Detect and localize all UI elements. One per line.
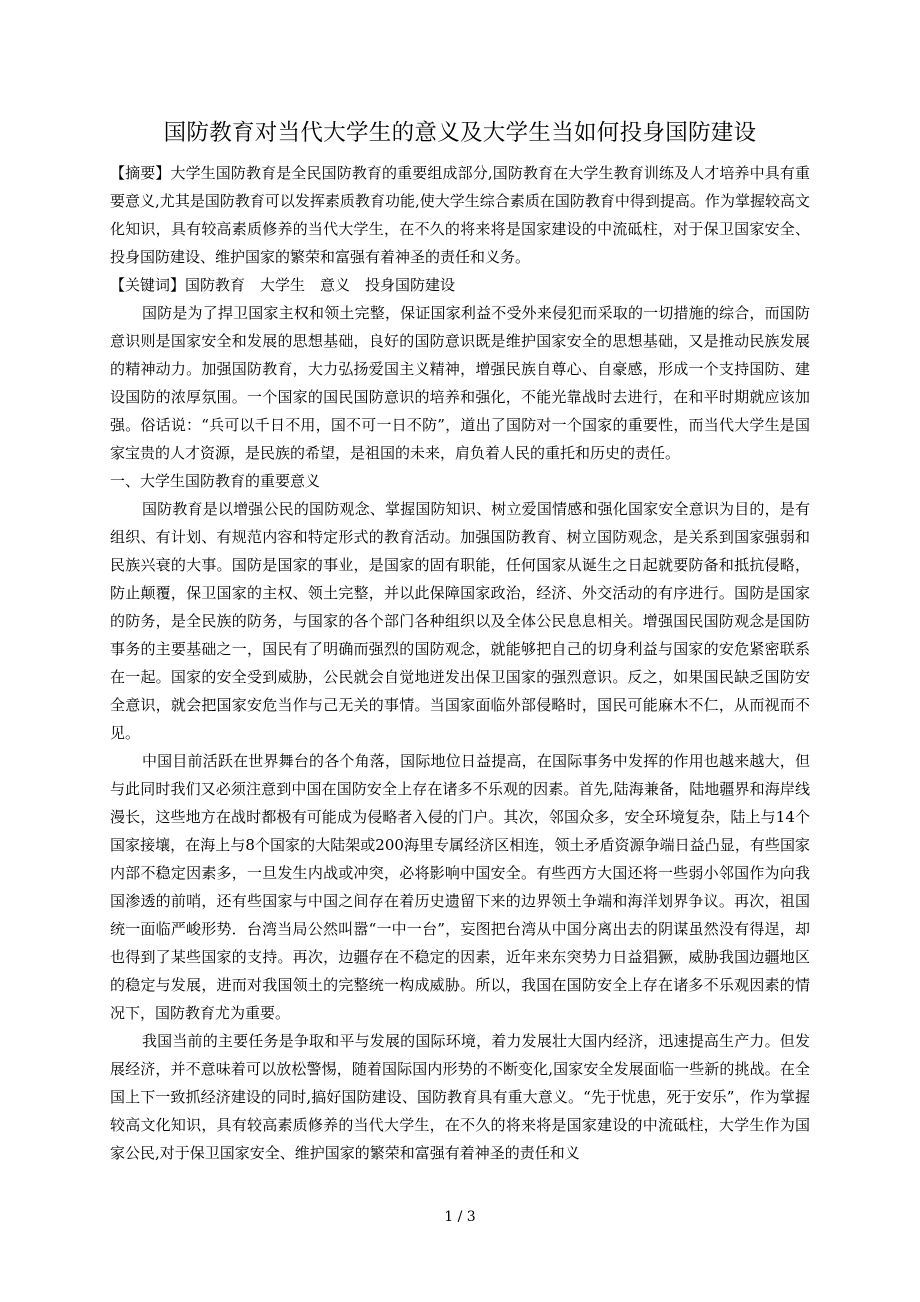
document-body <box>110 159 810 1167</box>
body-paragraph-2: 国防教育是以增强公民的国防观念、掌握国防知识、树立爱国情感和强化国家安全意识为目的，是有组织、有计划、有规范内容和特定形式的教育活动。加强国防教育、树立国防观念，是关系到国家强弱和民族兴衰的大事。国防是国家的事业，是国家的固有职能，任何国家从诞生之日起就要防备和抵抗侵略，防止颠覆，保卫国家的主权、领土完整，并以此保障国家政治，经济、外交活动的有序进行。国防是国家的防务，是全民族的防务，与国家的各个部门各种组织以及全体公民息息相关。增强国民国防观念是国防事务的主要基础之一，国民有了明确而强烈的国防观念，就能够把自己的切身利益与国家的安危紧密联系在一起。国家的安全受到威胁，公民就会自觉地迸发出保卫国家的强烈意识。反之，如果国民缺乏国防安全意识，就会把国家安危当作与己无关的事情。当国家面临外部侵略时，国民可能麻木不仁，从而视而不见。 <box>110 500 810 742</box>
body-paragraph-1: 国防是为了捍卫国家主权和领土完整，保证国家利益不受外来侵犯而采取的一切措施的综合，而国防意识则是国家安全和发展的思想基础，良好的国防意识既是维护国家安全的思想基础，又是推动民族发展的精神动力。加强国防教育，大力弘扬爱国主义精神，增强民族自尊心、自豪感，形成一个支持国防、建设国防的浓厚氛围。一个国家的国民国防意识的培养和强化，不能光靠战时去进行，在和平时期就应该加强。俗话说：“兵可以千日不用，国不可一日不防”，道出了国防对一个国家的重要性，而当代大学生是国家宝贵的人才资源，是民族的希望，是祖国的未来，肩负着人民的重托和历史的责任。 <box>110 304 810 462</box>
document-title: 国防教育对当代大学生的意义及大学生当如何投身国防建设 <box>163 120 757 146</box>
keywords-line: 【关键词】国防教育 大学生 意义 投身国防建设 <box>110 276 456 294</box>
body-paragraph-3: 中国目前活跃在世界舞台的各个角落，国际地位日益提高，在国际事务中发挥的作用也越来越大，但与此同时我们又必须注意到中国在国防安全上存在诸多不乐观的因素。首先,陆海兼备，陆地疆界和海岸线漫长，这些地方在战时都极有可能成为侵略者入侵的门户。其次，邻国众多，安全环境复杂，陆上与14个国家接壤，在海上与8个国家的大陆架或200海里专属经济区相连，领土矛盾资源争端日益凸显，有些国家内部不稳定因素多，一旦发生内战或冲突，必将影响中国安全。有些西方大国还将一些弱小邻国作为向我国渗透的前哨，还有些国家与中国之间存在着历史遗留下来的边界领土争端和海洋划界争议。再次，祖国统一面临严峻形势．台湾当局公然叫嚣“一中一台”，妄图把台湾从中国分离出去的阴谋虽然没有得逞，却也得到了某些国家的支持。再次，边疆存在不稳定的因素，近年来东突势力日益猖獗，威胁我国边疆地区的稳定与发展，进而对我国领土的完整统一构成威胁。所以，我国在国防安全上存在诸多不乐观因素的情况下，国防教育尤为重要。 <box>110 752 810 1022</box>
section-heading: 一、大学生国防教育的重要意义 <box>110 472 321 490</box>
abstract-paragraph: 【摘要】大学生国防教育是全民国防教育的重要组成部分,国防教育在大学生教育训练及人才培养中具有重要意义,尤其是国防教育可以发挥素质教育功能,使大学生综合素质在国防教育中得到提高。作为掌握较高文化知识，具有较高素质修养的当代大学生，在不久的将来将是国家建设的中流砥柱，对于保卫国家安全、投身国防建设、维护国家的繁荣和富强有着神圣的责任和义务。 <box>110 164 810 266</box>
body-paragraph-4: 我国当前的主要任务是争取和平与发展的国际环境，着力发展壮大国内经济，迅速提高生产力。但发展经济，并不意味着可以放松警惕，随着国际国内形势的不断变化,国家安全发展面临一些新的挑战。在全国上下一致抓经济建设的同时,搞好国防建设、国防教育具有重大意义。“先于忧患，死于安乐”，作为掌握较高文化知识，具有较高素质修养的当代大学生，在不久的将来将是国家建设的中流砥柱，大学生作为国家公民,对于保卫国家安全、维护国家的繁荣和富强有着神圣的责任和义 <box>110 1032 810 1162</box>
page-number: 1 / 3 <box>444 1209 476 1225</box>
